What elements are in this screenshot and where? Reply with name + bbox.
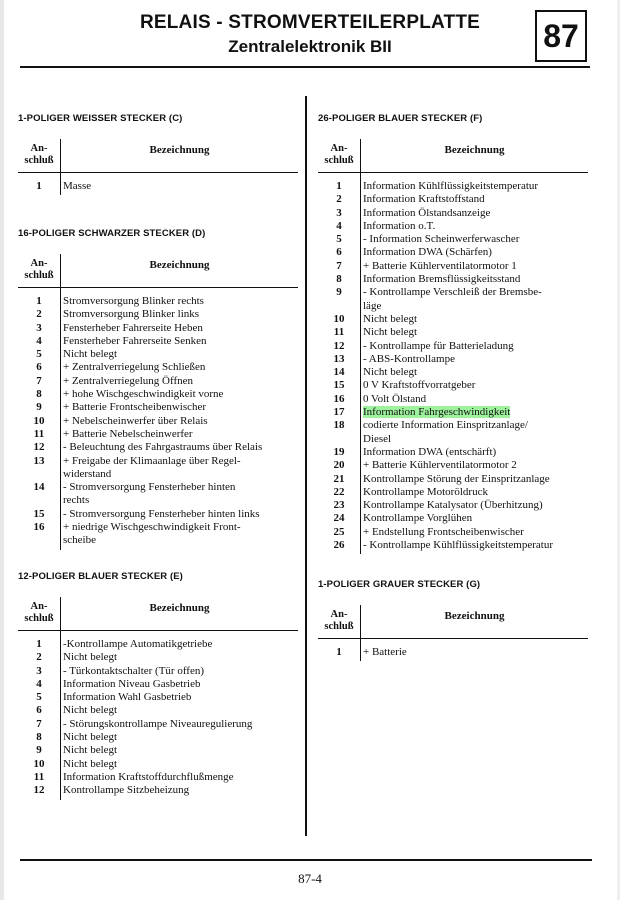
column-header-anschluss [18, 597, 60, 631]
pin-number: 8 [36, 731, 42, 744]
pin-description [60, 322, 298, 335]
column-header-bezeichnung: Bezeichnung [444, 144, 505, 156]
description-text: Fensterheber Fahrerseite Heben [63, 321, 203, 334]
pin-number: 11 [333, 326, 345, 339]
description-text: - Kontrollampe Kühlflüssigkeitstemperatur [363, 539, 554, 552]
pin-number: 7 [336, 259, 342, 272]
description-text: + Nebelscheinwerfer über Relais [63, 414, 208, 427]
pin-number: 12 [333, 339, 345, 352]
table-row [318, 340, 588, 353]
pin-number: 4 [336, 219, 342, 232]
description-text: + Batterie Nebelscheinwerfer [63, 427, 193, 440]
pin-description [60, 428, 298, 441]
pin-description [60, 678, 298, 691]
pin-description [60, 375, 298, 388]
pin-description [60, 638, 298, 651]
description-text: + Freigabe der Klimaanlage über Regel- [63, 454, 241, 467]
pin-description [60, 665, 298, 678]
description-text: Nicht belegt [63, 348, 118, 361]
section-blau-12pol [18, 571, 298, 800]
column-separator [60, 173, 61, 195]
pin-number: 26 [333, 539, 345, 552]
section-schwarz-16pol [18, 228, 298, 550]
pin-number: 16 [33, 521, 45, 534]
column-header-anschluss-line1: An- [30, 258, 48, 269]
description-text: Kontrollampe Sitzbeheizung [63, 784, 190, 797]
pin-number: 4 [36, 677, 42, 690]
table-body [18, 288, 298, 550]
table-row [318, 313, 588, 326]
pin-description [60, 481, 298, 508]
pin-number: 9 [336, 286, 342, 299]
pin-number: 3 [36, 321, 42, 334]
pin-description [60, 415, 298, 428]
pin-description [360, 473, 588, 486]
pin-number: 5 [36, 348, 42, 361]
table-row [318, 286, 588, 313]
pin-number: 1 [36, 295, 42, 307]
table-row [318, 459, 588, 472]
table-body [318, 639, 588, 661]
pin-number: 22 [333, 485, 345, 498]
pin-number: 13 [33, 454, 45, 467]
description-text: 0 V Kraftstoffvorratgeber [363, 379, 476, 392]
pin-description [360, 353, 588, 366]
description-text: Information DWA (entschärft) [363, 445, 497, 458]
pin-number: 5 [336, 233, 342, 246]
pin-number: 20 [333, 459, 345, 472]
pin-number: 11 [33, 770, 45, 783]
description-text: Stromversorgung Blinker links [63, 308, 200, 321]
pin-description [360, 393, 588, 406]
table-row [318, 486, 588, 499]
description-text: Information Kraftstoffstand [363, 193, 485, 206]
pin-number: 7 [36, 717, 42, 730]
pin-number: 15 [33, 507, 45, 520]
description-text: Nicht belegt [63, 731, 118, 744]
description-text: - Information Scheinwerferwascher [363, 233, 520, 246]
description-text: Nicht belegt [63, 757, 118, 770]
description-text: - Kontrollampe Verschleiß der Bremsbe- [363, 286, 542, 299]
pin-number: 6 [36, 361, 42, 374]
column-header-anschluss-line1: An- [330, 143, 348, 154]
pin-description [360, 646, 588, 659]
description-text: Information Kraftstoffdurchflußmenge [63, 770, 234, 783]
description-text: codierte Information Einspritzanlage/ [363, 419, 528, 432]
pin-description [360, 486, 588, 499]
description-continuation: scheibe [63, 534, 96, 547]
column-header-anschluss [18, 139, 60, 173]
description-text: Information Wahl Gasbetrieb [63, 691, 192, 704]
pin-description [360, 207, 588, 220]
description-text: + Batterie Kühlerventilatormotor 1 [363, 259, 517, 272]
table-row [318, 353, 588, 366]
pin-description [60, 691, 298, 704]
pin-description [60, 771, 298, 784]
pin-description [360, 220, 588, 233]
description-text: Nicht belegt [63, 704, 118, 717]
table-header [318, 139, 588, 173]
pin-description [60, 455, 298, 482]
table-row [318, 646, 588, 659]
description-text: + Batterie Kühlerventilatormotor 2 [363, 459, 517, 472]
pin-description [60, 784, 298, 797]
pin-description [360, 286, 588, 313]
document-subtitle: Zentralelektronik BII [228, 37, 392, 56]
description-continuation: rechts [63, 494, 90, 507]
description-text: - Stromversorgung Fensterheber hinten links [63, 507, 260, 520]
pin-number: 3 [336, 206, 342, 219]
table-row [318, 446, 588, 459]
pin-description [360, 313, 588, 326]
column-header-anschluss [318, 139, 360, 173]
description-text: Kontrollampe Katalysator (Überhitzung) [363, 499, 543, 512]
pin-number: 21 [333, 472, 345, 485]
table-row [318, 193, 588, 206]
pin-description [60, 731, 298, 744]
pin-number: 8 [336, 273, 342, 286]
column-divider [305, 96, 307, 836]
description-text: - Störungskontrollampe Niveauregulierung [63, 717, 253, 730]
description-continuation: widerstand [63, 467, 112, 480]
description-text: Nicht belegt [363, 326, 418, 339]
pin-number: 2 [36, 651, 42, 664]
table-body [318, 173, 588, 554]
table-row [318, 366, 588, 379]
section-title: 1-POLIGER GRAUER STECKER (G) [318, 579, 481, 590]
table-row [318, 233, 588, 246]
pin-description [360, 526, 588, 539]
description-text: - ABS-Kontrollampe [363, 352, 455, 365]
description-text: Information Bremsflüssigkeitsstand [363, 273, 521, 286]
description-text: - Stromversorgung Fensterheber hinten [63, 481, 236, 494]
pin-description [360, 539, 588, 552]
table-header [18, 597, 298, 631]
pin-number: 11 [33, 427, 45, 440]
table-row [318, 220, 588, 233]
description-text: + Zentralverriegelung Öffnen [63, 374, 194, 387]
pin-number: 9 [36, 401, 42, 414]
description-text: - Kontrollampe für Batterieladung [363, 339, 514, 352]
column-separator [360, 639, 361, 661]
pin-description [60, 508, 298, 521]
table-header [318, 605, 588, 639]
pin-number: 16 [333, 392, 345, 405]
pin-description [360, 379, 588, 392]
description-text: - Türkontaktschalter (Tür offen) [63, 664, 205, 677]
pin-number: 6 [36, 704, 42, 717]
description-text: + hohe Wischgeschwindigkeit vorne [63, 388, 224, 401]
description-text: Kontrollampe Motoröldruck [363, 485, 488, 498]
pin-number: 23 [333, 499, 345, 512]
column-header-anschluss-line1: An- [330, 609, 348, 620]
pin-number: 8 [36, 388, 42, 401]
table-row [318, 260, 588, 273]
table-row [318, 526, 588, 539]
pin-number: 1 [36, 180, 42, 192]
table-body [18, 631, 298, 800]
description-text: + Endstellung Frontscheibenwischer [363, 525, 524, 538]
pin-description [360, 273, 588, 286]
pin-number: 13 [333, 352, 345, 365]
column-header-bezeichnung: Bezeichnung [149, 602, 210, 614]
description-text: Stromversorgung Blinker rechts [63, 295, 204, 307]
pin-number: 15 [333, 379, 345, 392]
column-header-anschluss [318, 605, 360, 639]
document-title: RELAIS - STROMVERTEILERPLATTE [139, 12, 481, 33]
pin-number: 17 [333, 406, 345, 419]
pin-description [360, 326, 588, 339]
description-text: Nicht belegt [63, 744, 118, 757]
pin-description [360, 446, 588, 459]
section-title: 12-POLIGER BLAUER STECKER (E) [18, 571, 183, 582]
pin-description [60, 348, 298, 361]
pin-description [60, 758, 298, 771]
pin-description [60, 388, 298, 401]
table-row [318, 419, 588, 446]
pin-description [60, 651, 298, 664]
description-text: Fensterheber Fahrerseite Senken [63, 334, 207, 347]
pin-number: 12 [33, 441, 45, 454]
section-title: 1-POLIGER WEISSER STECKER (C) [18, 113, 183, 124]
table-header [18, 139, 298, 173]
pin-description [360, 193, 588, 206]
description-text: 0 Volt Ölstand [363, 392, 427, 405]
column-separator [60, 288, 61, 550]
pin-description [60, 718, 298, 731]
column-header-anschluss-line2: schluß [24, 270, 54, 281]
pin-number: 1 [336, 180, 342, 192]
pin-description [60, 308, 298, 321]
description-continuation: läge [363, 299, 382, 312]
description-text: Kontrollampe Störung der Einspritzanlage [363, 472, 550, 485]
pin-description [60, 180, 298, 193]
highlighted-description: Information Fahrgeschwindigkeit [363, 406, 511, 419]
pin-description [360, 233, 588, 246]
column-header-anschluss-line2: schluß [24, 613, 54, 624]
description-text: Information Kühlflüssigkeitstemperatur [363, 180, 539, 192]
description-text: Nicht belegt [363, 312, 418, 325]
description-text: Nicht belegt [63, 651, 118, 664]
table-row [318, 393, 588, 406]
pin-description [360, 180, 588, 193]
pin-number: 3 [36, 664, 42, 677]
pin-description [360, 340, 588, 353]
pin-number: 2 [36, 308, 42, 321]
pin-number: 6 [336, 246, 342, 259]
column-header-anschluss-line1: An- [30, 601, 48, 612]
pin-description [360, 499, 588, 512]
table-row [318, 473, 588, 486]
table-row [318, 246, 588, 259]
pin-number: 1 [36, 638, 42, 650]
pin-number: 14 [33, 481, 45, 494]
table-row [318, 512, 588, 525]
pin-description [60, 704, 298, 717]
pin-description [360, 406, 588, 419]
column-header-bezeichnung: Bezeichnung [444, 610, 505, 622]
column-header-anschluss-line1: An- [30, 143, 48, 154]
chapter-number-box: 87 [535, 10, 587, 62]
pin-number: 4 [36, 334, 42, 347]
pin-number: 19 [333, 445, 345, 458]
table-row [318, 326, 588, 339]
description-text: + Batterie [363, 646, 407, 658]
column-header-bezeichnung: Bezeichnung [149, 259, 210, 271]
scan-edge-left [0, 0, 4, 900]
pin-number: 24 [333, 512, 345, 525]
section-title: 26-POLIGER BLAUER STECKER (F) [318, 113, 483, 124]
pin-number: 2 [336, 193, 342, 206]
column-separator [60, 631, 61, 800]
table-row [318, 207, 588, 220]
column-header-anschluss-line2: schluß [24, 155, 54, 166]
column-header-anschluss [18, 254, 60, 288]
pin-number: 10 [33, 757, 45, 770]
pin-number: 9 [36, 744, 42, 757]
pin-number: 10 [333, 312, 345, 325]
description-text: + niedrige Wischgeschwindigkeit Front- [63, 521, 241, 534]
table-header [18, 254, 298, 288]
page-number: 87-4 [298, 871, 322, 886]
pin-description [60, 335, 298, 348]
table-body [18, 173, 298, 195]
table-row [318, 180, 588, 193]
description-text: Kontrollampe Vorglühen [363, 512, 473, 525]
description-text: Information DWA (Schärfen) [363, 246, 492, 259]
pin-description [360, 246, 588, 259]
pin-description [60, 295, 298, 308]
table-row [318, 406, 588, 419]
pin-number: 10 [33, 414, 45, 427]
pin-description [60, 401, 298, 414]
pin-description [60, 361, 298, 374]
description-text: Information Niveau Gasbetrieb [63, 677, 201, 690]
description-text: Information Ölstandsanzeige [363, 206, 491, 219]
description-text: Nicht belegt [363, 366, 418, 379]
description-text: + Batterie Frontscheibenwischer [63, 401, 207, 414]
table-row [318, 379, 588, 392]
table-row [318, 273, 588, 286]
pin-number: 12 [33, 784, 45, 797]
pin-description [60, 441, 298, 454]
pin-description [360, 260, 588, 273]
header-rule [20, 66, 590, 68]
description-continuation: Diesel [363, 432, 392, 445]
table-row [318, 539, 588, 552]
section-title: 16-POLIGER SCHWARZER STECKER (D) [18, 228, 206, 239]
pin-number: 1 [336, 646, 342, 658]
footer-rule [20, 859, 592, 861]
column-header-bezeichnung: Bezeichnung [149, 144, 210, 156]
description-text: Information o.T. [363, 219, 436, 232]
pin-number: 7 [36, 374, 42, 387]
column-header-anschluss-line2: schluß [324, 621, 354, 632]
pin-number: 18 [333, 419, 345, 432]
description-text: -Kontrollampe Automatikgetriebe [63, 638, 213, 650]
column-separator [360, 173, 361, 554]
description-text: - Beleuchtung des Fahrgastraums über Relais [63, 441, 263, 454]
description-text: + Zentralverriegelung Schließen [63, 361, 206, 374]
pin-description [360, 366, 588, 379]
table-row [318, 499, 588, 512]
section-weiss-1pol [18, 113, 298, 195]
pin-number: 14 [333, 366, 345, 379]
column-header-anschluss-line2: schluß [324, 155, 354, 166]
pin-number: 5 [36, 691, 42, 704]
pin-number: 25 [333, 525, 345, 538]
pin-description [60, 744, 298, 757]
pin-description [60, 521, 298, 548]
pin-description [360, 459, 588, 472]
section-blau-26pol [318, 113, 588, 554]
pin-description [360, 512, 588, 525]
description-text: Masse [63, 180, 92, 192]
pin-description [360, 419, 588, 446]
section-grau-1pol [318, 579, 588, 661]
